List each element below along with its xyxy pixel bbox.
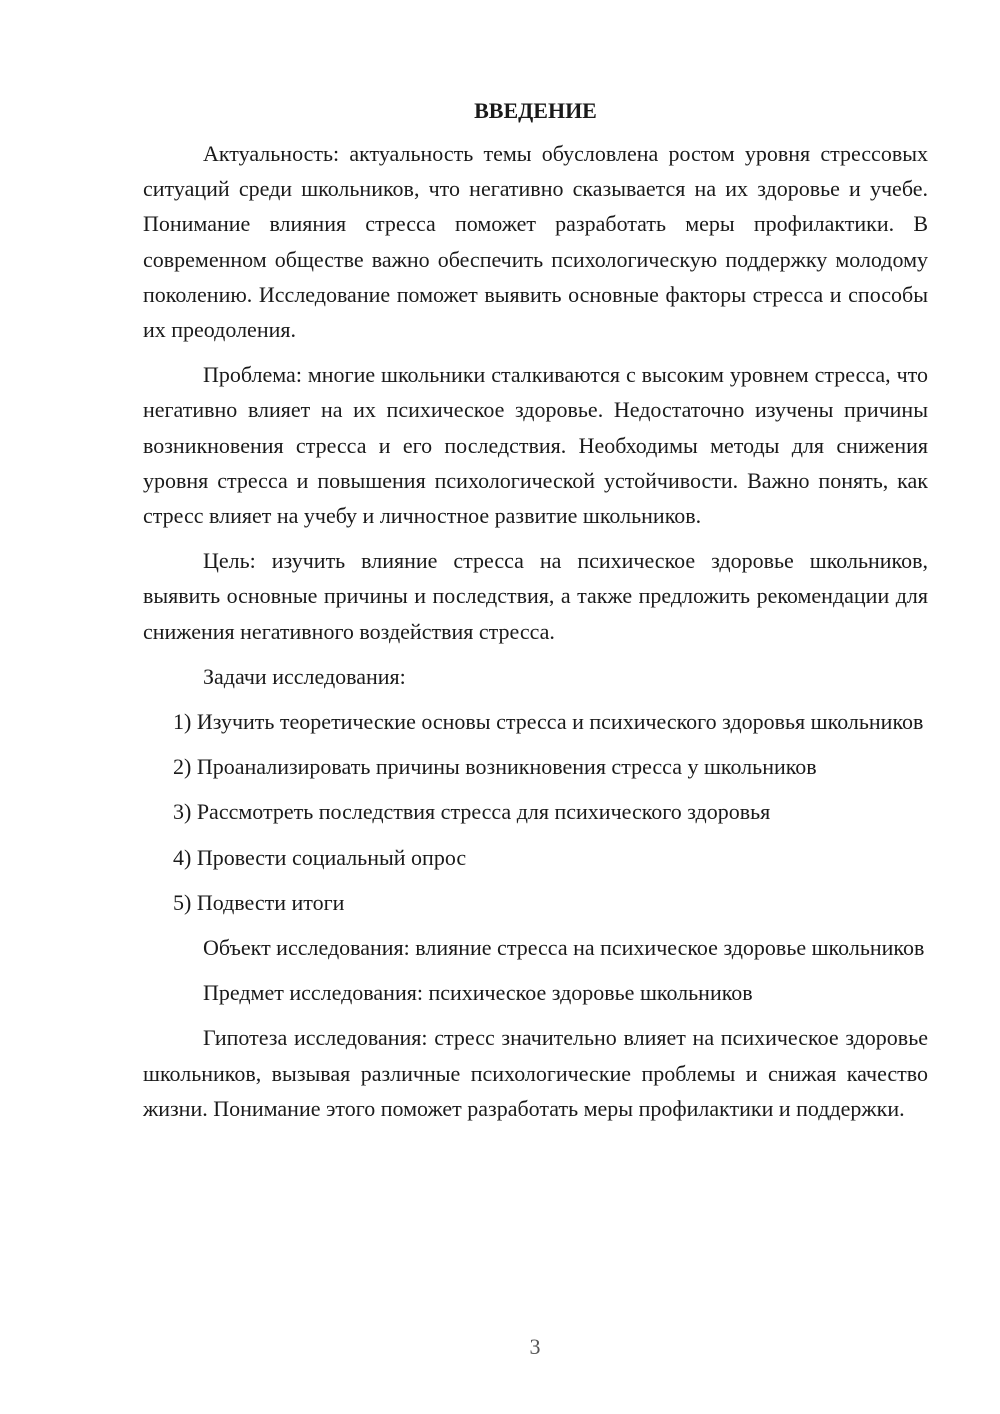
document-page xyxy=(143,96,928,1136)
task-item: 2) Проанализировать причины возникновения стресса у школьников xyxy=(173,754,817,780)
section-title: ВВЕДЕНИЕ xyxy=(474,98,597,123)
paragraph-subject: Предмет исследования: психическое здоровье школьников xyxy=(203,980,753,1006)
paragraph-hypothesis: Гипотеза исследования: стресс значительно влияет на психическое здоровье школьников, вызывая различные психологические проблемы и снижая качество жизни. Понимание этого поможет разработать меры профилактики и поддержки. xyxy=(143,1025,928,1121)
page-number: 3 xyxy=(529,1334,541,1359)
paragraph-relevance: Актуальность: актуальность темы обусловлена ростом уровня стрессовых ситуаций среди школьников, что негативно сказывается на их здоровье и учебе. Понимание влияния стресса поможет разработать меры профилактики. В современном обществе важно обеспечить психологическую поддержку молодому поколению. Исследование поможет выявить основные факторы стресса и способы их преодоления. xyxy=(143,141,928,343)
paragraph-problem: Проблема: многие школьники сталкиваются с высоким уровнем стресса, что негативно влияет на их психическое здоровье. Недостаточно изучены причины возникновения стресса и его последствия. Необходимы методы для снижения уровня стресса и повышения психологической устойчивости. Важно понять, как стресс влияет на учебу и личностное развитие школьников. xyxy=(143,362,928,529)
paragraph-goal: Цель: изучить влияние стресса на психическое здоровье школьников, выявить основные причины и последствия, а также предложить рекомендации для снижения негативного воздействия стресса. xyxy=(143,548,928,644)
task-item: 1) Изучить теоретические основы стресса и психического здоровья школьников xyxy=(173,709,924,735)
paragraph-tasks-heading: Задачи исследования: xyxy=(203,663,406,689)
paragraph-object: Объект исследования: влияние стресса на психическое здоровье школьников xyxy=(203,935,925,961)
task-item: 3) Рассмотреть последствия стресса для психического здоровья xyxy=(173,799,771,825)
task-item: 4) Провести социальный опрос xyxy=(173,844,467,870)
task-item: 5) Подвести итоги xyxy=(173,889,345,915)
